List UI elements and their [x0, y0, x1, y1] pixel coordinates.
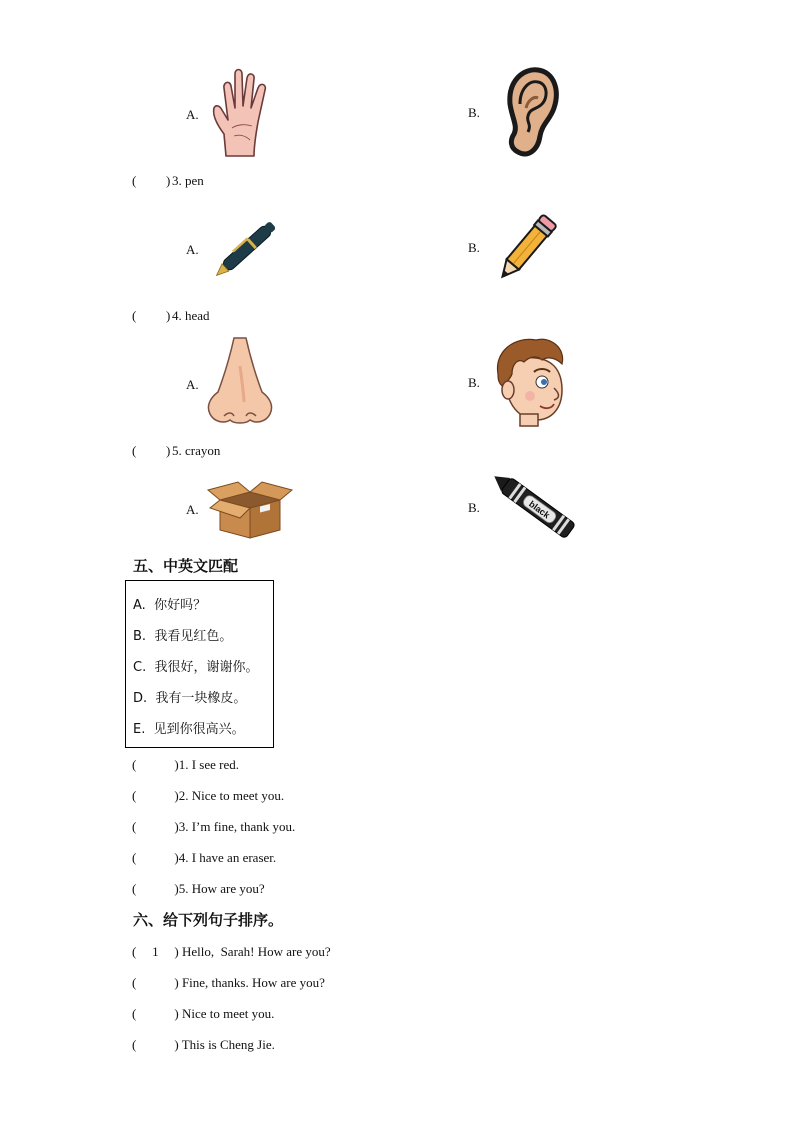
order-item: ( ) This is Cheng Jie.: [132, 1037, 275, 1052]
hand-picture: [208, 64, 278, 160]
match-question: ( )2. Nice to meet you.: [132, 788, 285, 803]
option-b-label: B.: [468, 375, 480, 390]
option-a-label: A.: [186, 377, 199, 392]
option-a-label: A.: [186, 502, 199, 517]
box-item: C. 我很好，谢谢你。: [133, 660, 259, 675]
order-item: ( 1 ) Hello, Sarah! How are you?: [132, 944, 331, 959]
q3-close-paren: ): [166, 173, 171, 188]
option-a-label: A.: [186, 107, 199, 122]
match-question: ( )4. I have an eraser.: [132, 850, 277, 865]
pencil-picture: [492, 208, 562, 290]
q3-text: 3. pen: [172, 173, 204, 188]
order-item: ( ) Nice to meet you.: [132, 1006, 275, 1021]
nose-picture: [204, 336, 276, 428]
option-b-label: B.: [468, 105, 480, 120]
match-question: ( )5. How are you?: [132, 881, 265, 896]
q5-open-paren: (: [132, 443, 137, 458]
option-b-label: B.: [468, 240, 480, 255]
crayon-picture: [488, 470, 588, 546]
box-item: B. 我看见红色。: [133, 629, 233, 644]
q4-close-paren: ): [166, 308, 171, 323]
option-b-label: B.: [468, 500, 480, 515]
q5-text: 5. crayon: [172, 443, 221, 458]
crayon-label-text: black: [527, 498, 552, 521]
box-picture: [206, 474, 294, 540]
section-6-heading: 六、给下列句子排序。: [133, 911, 284, 929]
match-question: ( )3. I’m fine, thank you.: [132, 819, 296, 834]
box-item: E. 见到你很高兴。: [133, 722, 245, 737]
q4-open-paren: (: [132, 308, 137, 323]
q5-close-paren: ): [166, 443, 171, 458]
boy-head-picture: [490, 334, 570, 428]
q4-text: 4. head: [172, 308, 210, 323]
fountain-pen-picture: [204, 206, 290, 290]
box-item: A. 你好吗？: [133, 598, 207, 613]
order-item: ( ) Fine, thanks. How are you?: [132, 975, 325, 990]
q3-open-paren: (: [132, 173, 137, 188]
box-item: D. 我有一块橡皮。: [133, 691, 247, 706]
option-a-label: A.: [186, 242, 199, 257]
ear-picture: [498, 64, 560, 160]
match-question: ( )1. I see red.: [132, 757, 239, 772]
section-5-heading: 五、中英文匹配: [133, 557, 239, 575]
